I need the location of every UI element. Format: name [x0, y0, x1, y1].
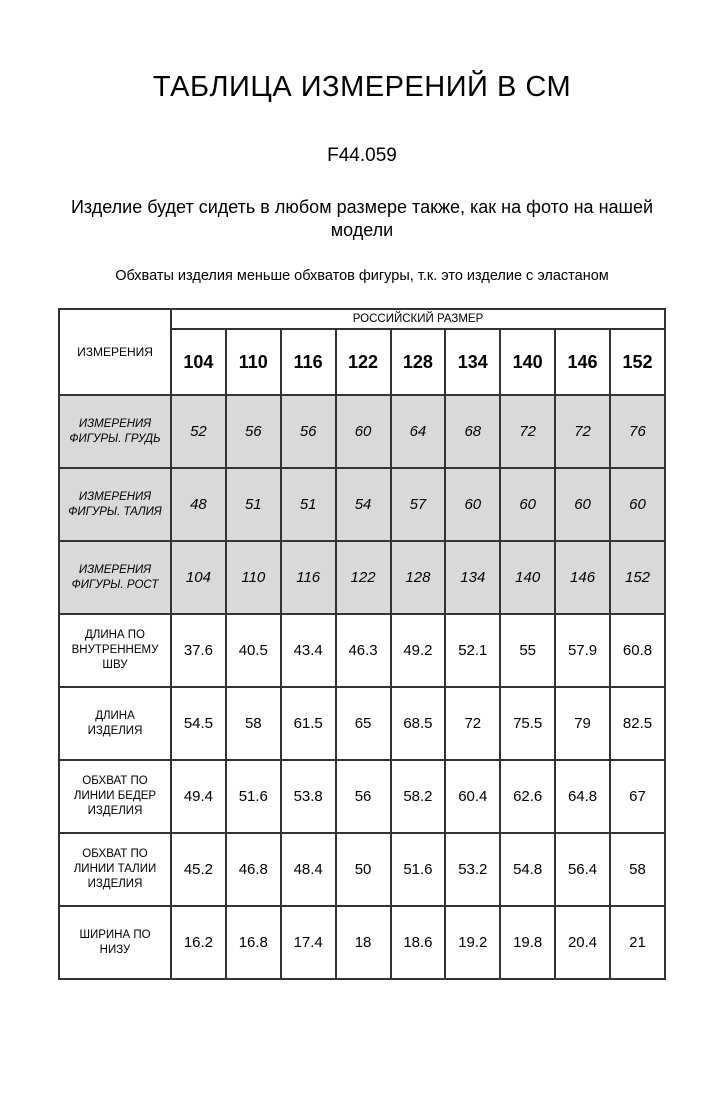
size-header-cell: 110	[226, 329, 281, 395]
value-cell: 110	[226, 541, 281, 614]
value-cell: 65	[336, 687, 391, 760]
size-header-cell: 140	[500, 329, 555, 395]
table-row	[59, 906, 665, 979]
value-cell: 45.2	[171, 833, 226, 906]
value-cell: 64.8	[555, 760, 610, 833]
size-header-cell: 128	[391, 329, 446, 395]
value-cell: 19.8	[500, 906, 555, 979]
value-cell: 18	[336, 906, 391, 979]
value-cell: 79	[555, 687, 610, 760]
value-cell: 104	[171, 541, 226, 614]
value-cell: 55	[500, 614, 555, 687]
value-cell: 52.1	[445, 614, 500, 687]
value-cell: 40.5	[226, 614, 281, 687]
value-cell: 56	[336, 760, 391, 833]
value-cell: 37.6	[171, 614, 226, 687]
value-cell: 60	[610, 468, 665, 541]
article-code: F44.059	[327, 145, 397, 166]
value-cell: 19.2	[445, 906, 500, 979]
size-header-cell: 134	[445, 329, 500, 395]
value-cell: 68	[445, 395, 500, 468]
row-label: ДЛИНА ПО ВНУТРЕННЕМУ ШВУ	[59, 614, 171, 687]
value-cell: 60	[555, 468, 610, 541]
value-cell: 128	[391, 541, 446, 614]
row-label: ОБХВАТ ПО ЛИНИИ ТАЛИИ ИЗДЕЛИЯ	[59, 833, 171, 906]
value-cell: 51	[226, 468, 281, 541]
value-cell: 72	[500, 395, 555, 468]
table-row	[59, 468, 665, 541]
value-cell: 53.8	[281, 760, 336, 833]
value-cell: 62.6	[500, 760, 555, 833]
size-header-cell: 104	[171, 329, 226, 395]
table-row	[59, 760, 665, 833]
value-cell: 72	[555, 395, 610, 468]
table-row	[59, 395, 665, 468]
row-label: ИЗМЕРЕНИЯ ФИГУРЫ. РОСТ	[59, 541, 171, 614]
value-cell: 67	[610, 760, 665, 833]
value-cell: 60	[336, 395, 391, 468]
value-cell: 48.4	[281, 833, 336, 906]
value-cell: 140	[500, 541, 555, 614]
value-cell: 58	[226, 687, 281, 760]
value-cell: 116	[281, 541, 336, 614]
value-cell: 54	[336, 468, 391, 541]
row-label: ИЗМЕРЕНИЯ ФИГУРЫ. ТАЛИЯ	[59, 468, 171, 541]
value-cell: 21	[610, 906, 665, 979]
value-cell: 60.4	[445, 760, 500, 833]
value-cell: 152	[610, 541, 665, 614]
value-cell: 60	[500, 468, 555, 541]
value-cell: 58.2	[391, 760, 446, 833]
value-cell: 64	[391, 395, 446, 468]
row-label: ИЗМЕРЕНИЯ ФИГУРЫ. ГРУДЬ	[59, 395, 171, 468]
size-chart-page	[0, 71, 724, 1095]
value-cell: 46.3	[336, 614, 391, 687]
size-group-header-row	[59, 309, 665, 329]
value-cell: 82.5	[610, 687, 665, 760]
page-title: ТАБЛИЦА ИЗМЕРЕНИЙ В СМ	[152, 71, 572, 103]
value-cell: 58	[610, 833, 665, 906]
value-cell: 122	[336, 541, 391, 614]
value-cell: 56.4	[555, 833, 610, 906]
value-cell: 60.8	[610, 614, 665, 687]
value-cell: 56	[226, 395, 281, 468]
size-header-cell: 152	[610, 329, 665, 395]
row-label: ШИРИНА ПО НИЗУ	[59, 906, 171, 979]
value-cell: 46.8	[226, 833, 281, 906]
value-cell: 134	[445, 541, 500, 614]
value-cell: 57	[391, 468, 446, 541]
measurements-table-body	[59, 395, 665, 979]
measurements-table	[58, 308, 666, 980]
table-row	[59, 541, 665, 614]
fit-note: Изделие будет сидеть в любом размере также, как на фото на нашей модели	[70, 197, 654, 241]
value-cell: 51	[281, 468, 336, 541]
value-cell: 43.4	[281, 614, 336, 687]
value-cell: 51.6	[226, 760, 281, 833]
value-cell: 51.6	[391, 833, 446, 906]
value-cell: 53.2	[445, 833, 500, 906]
table-row	[59, 614, 665, 687]
measurements-corner-header: ИЗМЕРЕНИЯ	[59, 309, 171, 395]
table-row	[59, 687, 665, 760]
value-cell: 75.5	[500, 687, 555, 760]
size-header-cell: 122	[336, 329, 391, 395]
elastane-note: Обхваты изделия меньше обхватов фигуры, т.к. это изделие с эластаном	[115, 268, 609, 285]
value-cell: 17.4	[281, 906, 336, 979]
value-cell: 16.8	[226, 906, 281, 979]
row-label: ДЛИНА ИЗДЕЛИЯ	[59, 687, 171, 760]
table-row	[59, 833, 665, 906]
value-cell: 57.9	[555, 614, 610, 687]
value-cell: 54.8	[500, 833, 555, 906]
value-cell: 49.2	[391, 614, 446, 687]
value-cell: 76	[610, 395, 665, 468]
value-cell: 48	[171, 468, 226, 541]
value-cell: 146	[555, 541, 610, 614]
size-header-cell: 146	[555, 329, 610, 395]
size-header-cell: 116	[281, 329, 336, 395]
value-cell: 50	[336, 833, 391, 906]
value-cell: 60	[445, 468, 500, 541]
value-cell: 68.5	[391, 687, 446, 760]
value-cell: 61.5	[281, 687, 336, 760]
value-cell: 54.5	[171, 687, 226, 760]
row-label: ОБХВАТ ПО ЛИНИИ БЕДЕР ИЗДЕЛИЯ	[59, 760, 171, 833]
value-cell: 16.2	[171, 906, 226, 979]
value-cell: 49.4	[171, 760, 226, 833]
russian-size-header: РОССИЙСКИЙ РАЗМЕР	[171, 309, 665, 329]
value-cell: 72	[445, 687, 500, 760]
value-cell: 56	[281, 395, 336, 468]
value-cell: 52	[171, 395, 226, 468]
value-cell: 18.6	[391, 906, 446, 979]
value-cell: 20.4	[555, 906, 610, 979]
